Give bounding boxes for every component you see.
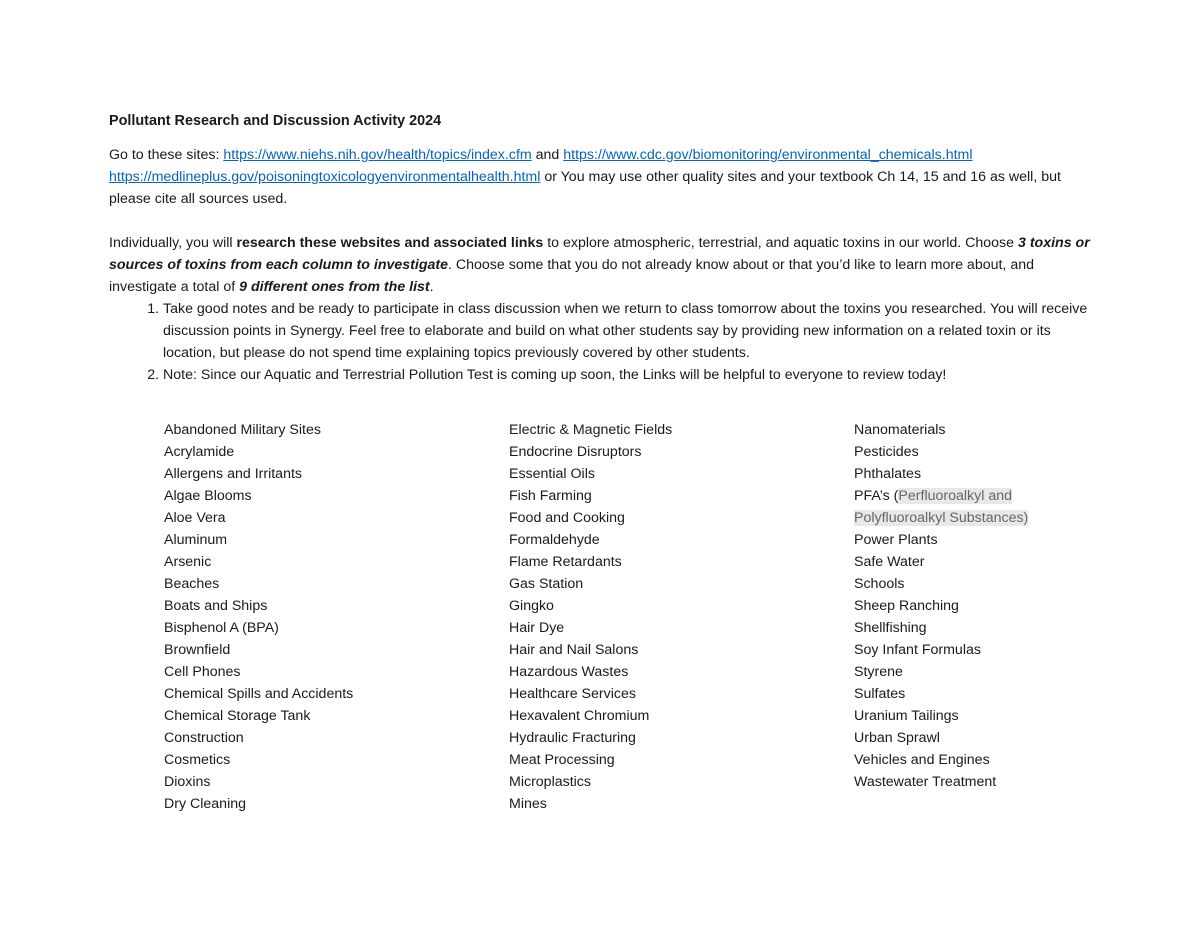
column-3 bbox=[854, 419, 1028, 793]
page-title: Pollutant Research and Discussion Activity 2024 bbox=[109, 113, 442, 129]
instructions-paragraph bbox=[109, 232, 1099, 298]
list-item: Acrylamide bbox=[164, 444, 235, 460]
list-item: Hazardous Wastes bbox=[509, 664, 629, 680]
list-item: Dioxins bbox=[164, 774, 211, 790]
list-item: Essential Oils bbox=[509, 466, 595, 482]
column-2 bbox=[509, 419, 672, 815]
list-item: Schools bbox=[854, 576, 905, 592]
list-item: Hexavalent Chromium bbox=[509, 708, 650, 724]
niehs-link[interactable]: https://www.niehs.nih.gov/health/topics/index.cfm bbox=[223, 147, 532, 163]
list-item: Meat Processing bbox=[509, 752, 615, 768]
instructions-text-4: . bbox=[429, 279, 434, 295]
pfa-list-item-continued bbox=[854, 507, 1028, 529]
list-item: Uranium Tailings bbox=[854, 708, 959, 724]
list-item: Mines bbox=[509, 796, 547, 812]
list-item: Phthalates bbox=[854, 466, 922, 482]
list-item: Cosmetics bbox=[164, 752, 231, 768]
list-item: Brownfield bbox=[164, 642, 231, 658]
list-item: Nanomaterials bbox=[854, 422, 946, 438]
list-item: Cell Phones bbox=[164, 664, 241, 680]
list-item: Gingko bbox=[509, 598, 554, 614]
list-item: Dry Cleaning bbox=[164, 796, 247, 812]
list-item: Allergens and Irritants bbox=[164, 466, 303, 482]
pfa-highlight-line-2: Polyfluoroalkyl Substances) bbox=[854, 510, 1029, 526]
column-1 bbox=[164, 419, 353, 815]
intro-paragraph bbox=[109, 144, 1099, 210]
intro-lead: Go to these sites: bbox=[109, 147, 224, 163]
instructions-bold-italic-1: 3 toxins or sources of toxins from each column to investigate bbox=[109, 235, 1090, 273]
instructions-text-3: . Choose some that you do not already know about or that you’d like to learn more about, and investigate a total of bbox=[109, 257, 1034, 295]
step-item: 2. Note: Since our Aquatic and Terrestrial Pollution Test is coming up soon, the Links will be helpful to everyone to review today! bbox=[163, 364, 1099, 386]
list-item: Urban Sprawl bbox=[854, 730, 940, 746]
list-item: Healthcare Services bbox=[509, 686, 636, 702]
list-item: Hair Dye bbox=[509, 620, 565, 636]
cdc-link[interactable]: https://www.cdc.gov/biomonitoring/environmental_chemicals.html bbox=[563, 147, 973, 163]
list-item: Power Plants bbox=[854, 532, 938, 548]
list-item: Aluminum bbox=[164, 532, 228, 548]
list-item: Aloe Vera bbox=[164, 510, 226, 526]
list-item: Soy Infant Formulas bbox=[854, 642, 981, 658]
list-item: Arsenic bbox=[164, 554, 212, 570]
list-item: Flame Retardants bbox=[509, 554, 622, 570]
list-item: Formaldehyde bbox=[509, 532, 600, 548]
list-item: Gas Station bbox=[509, 576, 584, 592]
list-item: Endocrine Disruptors bbox=[509, 444, 642, 460]
list-item: Shellfishing bbox=[854, 620, 927, 636]
list-item: Pesticides bbox=[854, 444, 919, 460]
list-item: Fish Farming bbox=[509, 488, 592, 504]
list-item: Beaches bbox=[164, 576, 220, 592]
intro-and: and bbox=[531, 147, 564, 163]
list-item: Safe Water bbox=[854, 554, 925, 570]
list-item: Abandoned Military Sites bbox=[164, 422, 321, 438]
steps-list bbox=[109, 298, 1099, 386]
list-item: Vehicles and Engines bbox=[854, 752, 990, 768]
instructions-text-1: Individually, you will bbox=[109, 235, 237, 251]
pfa-prefix: PFA’s ( bbox=[854, 488, 899, 504]
instructions-bold-italic-2: 9 different ones from the list bbox=[239, 279, 430, 295]
pfa-list-item bbox=[854, 485, 1028, 507]
list-item: Chemical Storage Tank bbox=[164, 708, 311, 724]
instructions-text-2: to explore atmospheric, terrestrial, and aquatic toxins in our world. Choose bbox=[543, 235, 1018, 251]
intro-tail: or You may use other quality sites and your textbook Ch 14, 15 and 16 as well, but please cite all sources used. bbox=[109, 169, 1061, 207]
medlineplus-link[interactable]: https://medlineplus.gov/poisoningtoxicologyenvironmentalhealth.html bbox=[109, 169, 541, 185]
list-item: Chemical Spills and Accidents bbox=[164, 686, 354, 702]
list-item: Microplastics bbox=[509, 774, 591, 790]
instructions-bold-1: research these websites and associated links bbox=[236, 235, 544, 251]
document-body bbox=[109, 110, 1099, 386]
list-item: Electric & Magnetic Fields bbox=[509, 422, 673, 438]
list-item: Algae Blooms bbox=[164, 488, 252, 504]
list-item: Sheep Ranching bbox=[854, 598, 959, 614]
list-item: Styrene bbox=[854, 664, 903, 680]
list-item: Construction bbox=[164, 730, 244, 746]
list-item: Bisphenol A (BPA) bbox=[164, 620, 279, 636]
list-item: Wastewater Treatment bbox=[854, 774, 997, 790]
step-item: 1. Take good notes and be ready to participate in class discussion when we return to class tomorrow about the toxins you researched. You will receive discussion points in Synergy. Feel free to elaborate and build on what other students say by providing new information on a related toxin or its location, but please do not spend time explaining topics previously covered by other students. bbox=[163, 298, 1099, 364]
list-item: Sulfates bbox=[854, 686, 906, 702]
list-item: Boats and Ships bbox=[164, 598, 268, 614]
pfa-highlight-line-1: Perfluoroalkyl and bbox=[898, 488, 1012, 504]
list-item: Hair and Nail Salons bbox=[509, 642, 639, 658]
list-item: Food and Cooking bbox=[509, 510, 625, 526]
list-item: Hydraulic Fracturing bbox=[509, 730, 636, 746]
